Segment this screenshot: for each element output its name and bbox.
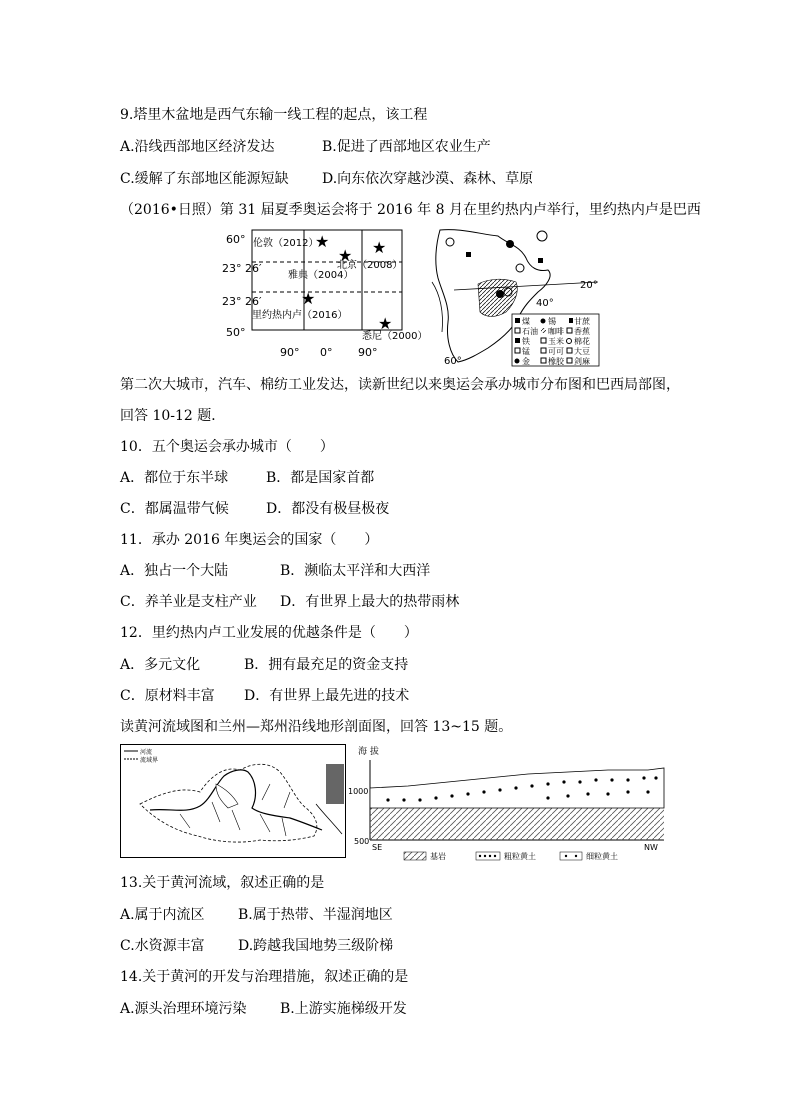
svg-text:锰: 锰 (522, 347, 530, 356)
svg-text:金: 金 (522, 357, 530, 366)
lat-label-tropic-n: 23° 26′ (222, 262, 262, 275)
q12-stem: 12．里约热内卢工业发展的优越条件是（ ） (120, 625, 418, 641)
q12-option-c: C．原材料丰富 (120, 688, 215, 704)
brazil-partial-map (430, 222, 600, 368)
yellow-river-basin-map (120, 744, 346, 858)
profile-legend-coarse-loess: 粗粒黄土 (504, 852, 536, 861)
q14-option-b: B.上游实施梯级开发 (280, 1001, 407, 1017)
q13-stem: 13.关于黄河流域，叙述正确的是 (120, 875, 325, 891)
svg-text:流域界: 流域界 (140, 757, 159, 764)
svg-text:咖啡: 咖啡 (548, 327, 564, 336)
profile-ylabel: 海 拔 (358, 747, 379, 757)
q10-option-b: B．都是国家首都 (266, 470, 375, 486)
lat-label-50: 50° (226, 326, 246, 339)
intro-line-2: 第二次大城市，汽车、棉纺工业发达，读新世纪以来奥运会承办城市分布图和巴西局部图， (120, 377, 680, 393)
q11-option-d: D．有世界上最大的热带雨林 (280, 594, 460, 610)
q11-stem: 11．承办 2016 年奥运会的国家（ ） (120, 532, 379, 548)
q14-option-a: A.源头治理环境污染 (120, 1001, 247, 1017)
star-icon-london: ★ (315, 232, 330, 251)
city-label-beijing: 北京（2008） (337, 260, 403, 271)
profile-se-label: SE (372, 843, 383, 852)
svg-text:煤: 煤 (522, 317, 530, 326)
svg-text:橡胶: 橡胶 (548, 357, 564, 366)
star-icon-sydney: ★ (378, 314, 393, 333)
q11-option-c: C．养羊业是支柱产业 (120, 594, 257, 610)
q11-option-b: B．濒临太平洋和大西洋 (280, 563, 431, 579)
q13-option-b: B.属于热带、半湿润地区 (238, 907, 393, 923)
q10-option-c: C．都属温带气候 (120, 501, 229, 517)
q10-option-d: D．都没有极昼极夜 (266, 501, 390, 517)
intro-line-3: 回答 10-12 题． (120, 408, 226, 424)
olympic-cities-map (222, 226, 428, 366)
q9-stem: 9.塔里木盆地是西气东输一线工程的起点，该工程 (120, 107, 428, 123)
brazil-lon-40: 40° (536, 298, 554, 309)
q11-option-a: A．独占一个大陆 (120, 563, 229, 579)
intro-line-1: （2016•日照）第 31 届夏季奥运会将于 2016 年 8 月在里约热内卢举行，里约热内卢是巴西 (120, 202, 701, 218)
svg-text:大豆: 大豆 (574, 347, 590, 356)
q10-option-a: A．都位于东半球 (120, 470, 229, 486)
q9-option-d: D.向东依次穿越沙漠、森林、草原 (322, 171, 534, 187)
svg-text:锡: 锡 (548, 317, 556, 326)
q13-option-d: D.跨越我国地势三级阶梯 (238, 938, 394, 954)
q12-option-d: D．有世界上最先进的技术 (244, 688, 410, 704)
svg-text:香蕉: 香蕉 (574, 327, 590, 336)
q10-stem: 10．五个奥运会承办城市（ ） (120, 439, 334, 455)
svg-text:可可: 可可 (548, 347, 564, 356)
profile-nw-label: NW (644, 843, 658, 852)
star-icon-athens: ★ (372, 238, 387, 257)
q13-option-a: A.属于内流区 (120, 907, 205, 923)
svg-text:甘蔗: 甘蔗 (574, 317, 590, 326)
brazil-lon-60: 60° (444, 356, 462, 367)
city-label-sydney: 悉尼（2000） (362, 331, 428, 342)
brazil-lat-20: 20° (580, 280, 598, 291)
svg-text:剑麻: 剑麻 (574, 357, 590, 366)
intro-2: 读黄河流域图和兰州—郑州沿线地形剖面图，回答 13~15 题。 (120, 719, 513, 735)
q9-option-c: C.缓解了东部地区能源短缺 (120, 171, 289, 187)
lat-label-tropic-s: 23° 26′ (222, 295, 262, 308)
profile-tick-500: 500 (354, 837, 370, 846)
lat-label-60: 60° (226, 233, 246, 246)
city-label-athens: 雅典（2004） (288, 270, 354, 281)
profile-legend-fine-loess: 细粒黄土 (586, 852, 618, 861)
profile-legend-bedrock: 基岩 (430, 852, 446, 861)
q9-option-b: B.促进了西部地区农业生产 (322, 139, 491, 155)
q14-stem: 14.关于黄河的开发与治理措施，叙述正确的是 (120, 969, 409, 985)
q13-option-c: C.水资源丰富 (120, 938, 205, 954)
terrain-profile-chart (348, 742, 668, 862)
star-icon-rio: ★ (301, 289, 316, 308)
svg-text:河流: 河流 (140, 749, 153, 756)
svg-text:玉米: 玉米 (548, 337, 564, 346)
q12-option-a: A．多元文化 (120, 657, 201, 673)
city-label-rio: 里约热内卢（2016） (252, 310, 348, 321)
city-label-london: 伦敦（2012） (253, 238, 319, 249)
q12-option-b: B．拥有最充足的资金支持 (244, 657, 409, 673)
q9-option-a: A.沿线西部地区经济发达 (120, 139, 275, 155)
svg-text:棉花: 棉花 (574, 337, 590, 346)
svg-text:石油: 石油 (522, 327, 538, 336)
star-icon-beijing: ★ (338, 246, 353, 265)
lon-label-0: 0° (320, 346, 333, 359)
profile-tick-1000: 1000 (348, 787, 369, 796)
svg-text:铁: 铁 (522, 337, 530, 346)
lon-label-90e: 90° (358, 346, 378, 359)
lon-label-90w: 90° (280, 346, 300, 359)
